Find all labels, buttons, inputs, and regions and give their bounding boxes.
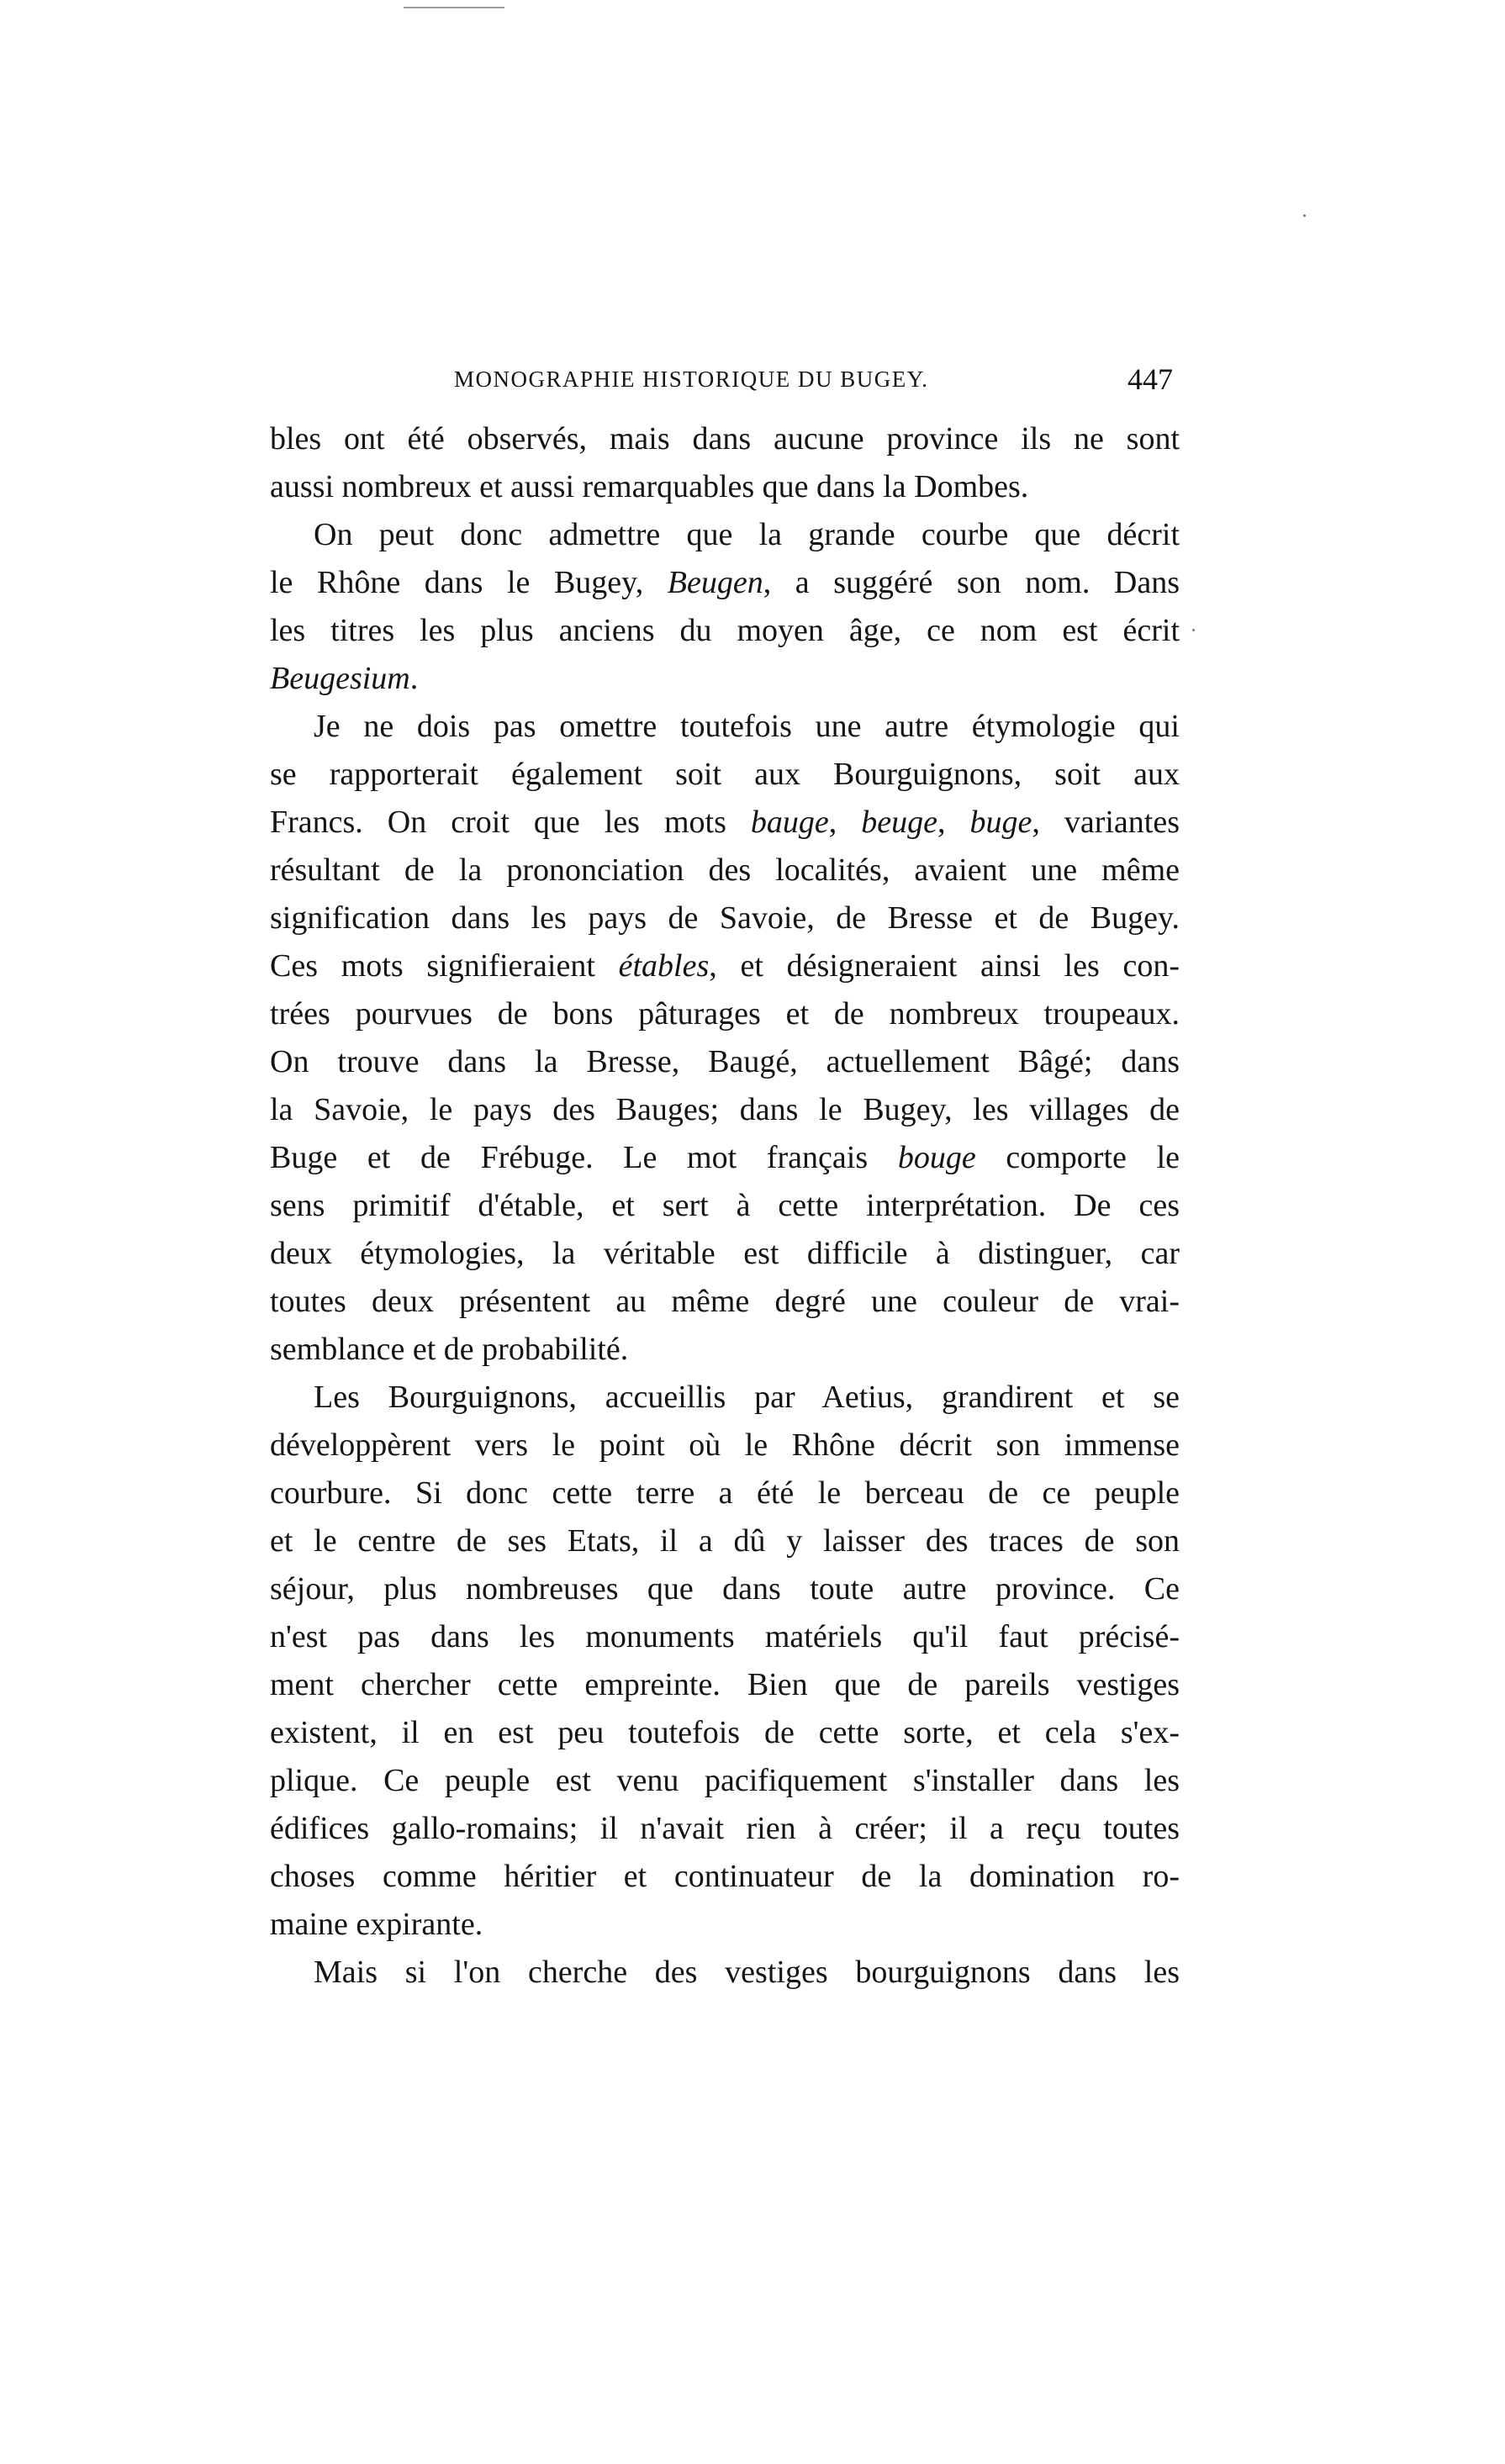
text-run: On trouve dans la Bresse, Baugé, actuellement Bâgé; dans [270,1044,1180,1079]
text-line [270,511,1180,559]
text-run: , variantes [1032,805,1180,840]
text-line [270,847,1180,894]
text-run: signification dans les pays de Savoie, de Bresse et de Bugey. [270,900,1180,936]
text-run: choses comme héritier et continuateur de la domination ro- [270,1859,1180,1894]
text-run: résultant de la prononciation des localités, avaient une même [270,852,1180,888]
text-line [270,559,1180,607]
text-line [270,894,1180,942]
text-run: On peut donc admettre que la grande courbe que décrit [314,517,1180,552]
text-run: séjour, plus nombreuses que dans toute autre province. Ce [270,1571,1180,1607]
text-run: trées pourvues de bons pâturages et de nombreux troupeaux. [270,996,1180,1032]
text-line [270,1278,1180,1326]
text-run: ment chercher cette empreinte. Bien que de pareils vestiges [270,1667,1180,1702]
text-run: , [937,805,970,840]
text-run: . [409,661,419,696]
scan-speck [1303,214,1306,217]
text-line [270,1517,1180,1565]
text-run: édifices gallo-romains; il n'avait rien à créer; il a reçu toutes [270,1811,1180,1846]
text-run: bles ont été observés, mais dans aucune province ils ne sont [270,421,1180,456]
text-line [270,1469,1180,1517]
text-line [270,703,1180,751]
text-run: , [828,805,862,840]
text-line [270,1805,1180,1853]
text-line [270,1326,1180,1374]
italic-term: étables [618,948,710,984]
text-run: Je ne dois pas omettre toutefois une autre étymologie qui [314,709,1180,744]
text-run: , a suggéré son nom. Dans [763,565,1180,600]
text-line [270,1565,1180,1613]
text-run: sens primitif d'étable, et sert à cette interprétation. De ces [270,1188,1180,1223]
text-run: Buge et de Frébuge. Le mot français [270,1140,898,1175]
text-run: et le centre de ses Etats, il a dû y laisser des traces de son [270,1523,1180,1559]
text-line [270,1949,1180,1997]
text-line [270,1661,1180,1709]
text-run: toutes deux présentent au même degré une couleur de vrai- [270,1284,1180,1319]
text-run: Les Bourguignons, accueillis par Aetius, grandirent et se [314,1380,1180,1415]
text-run: comporte le [975,1140,1180,1175]
running-title: MONOGRAPHIE HISTORIQUE DU BUGEY. [454,367,929,392]
text-line [270,1901,1180,1949]
text-run: existent, il en est peu toutefois de cette sorte, et cela s'ex- [270,1715,1180,1750]
text-line [270,463,1180,511]
text-run: la Savoie, le pays des Bauges; dans le Bugey, les villages de [270,1092,1180,1127]
body-text [270,415,1180,1997]
text-run: , et désigneraient ainsi les con- [709,948,1180,984]
page-number: 447 [1127,362,1173,396]
text-run: maine expirante. [270,1907,483,1942]
italic-term: bauge [750,805,829,840]
text-line [270,1230,1180,1278]
scan-speck [404,7,504,8]
text-line [270,1853,1180,1901]
text-line [270,799,1180,847]
text-line [270,942,1180,990]
text-line [270,1182,1180,1230]
text-line [270,415,1180,463]
text-line [270,1422,1180,1469]
text-run: développèrent vers le point où le Rhône décrit son immense [270,1427,1180,1463]
text-run: aussi nombreux et aussi remarquables que dans la Dombes. [270,469,1029,504]
text-run: deux étymologies, la véritable est difficile à distinguer, car [270,1236,1180,1271]
text-line [270,655,1180,703]
text-run: courbure. Si donc cette terre a été le berceau de ce peuple [270,1475,1180,1511]
text-line [270,990,1180,1038]
text-run: le Rhône dans le Bugey, [270,565,668,600]
text-run: plique. Ce peuple est venu pacifiquement s'installer dans les [270,1763,1180,1798]
text-line [270,607,1180,655]
text-line [270,1709,1180,1757]
text-run: les titres les plus anciens du moyen âge, ce nom est écrit [270,613,1180,648]
text-run: Francs. On croit que les mots [270,805,751,840]
text-run: n'est pas dans les monuments matériels qu'il faut précisé- [270,1619,1180,1654]
italic-term: Beugen [667,565,763,600]
italic-term: bouge [897,1140,976,1175]
text-run: semblance et de probabilité. [270,1332,629,1367]
text-run: Mais si l'on cherche des vestiges bourguignons dans les [314,1955,1180,1990]
text-line [270,1613,1180,1661]
running-header [270,361,1180,404]
text-line [270,1134,1180,1182]
text-line [270,1038,1180,1086]
italic-term: Beugesium [270,661,410,696]
scan-speck [1192,629,1195,631]
text-line [270,751,1180,799]
italic-term: buge [969,805,1032,840]
text-run: se rapporterait également soit aux Bourguignons, soit aux [270,757,1180,792]
italic-term: beuge [861,805,937,840]
text-run: Ces mots signifieraient [270,948,619,984]
text-line [270,1374,1180,1422]
text-line [270,1086,1180,1134]
text-line [270,1757,1180,1805]
